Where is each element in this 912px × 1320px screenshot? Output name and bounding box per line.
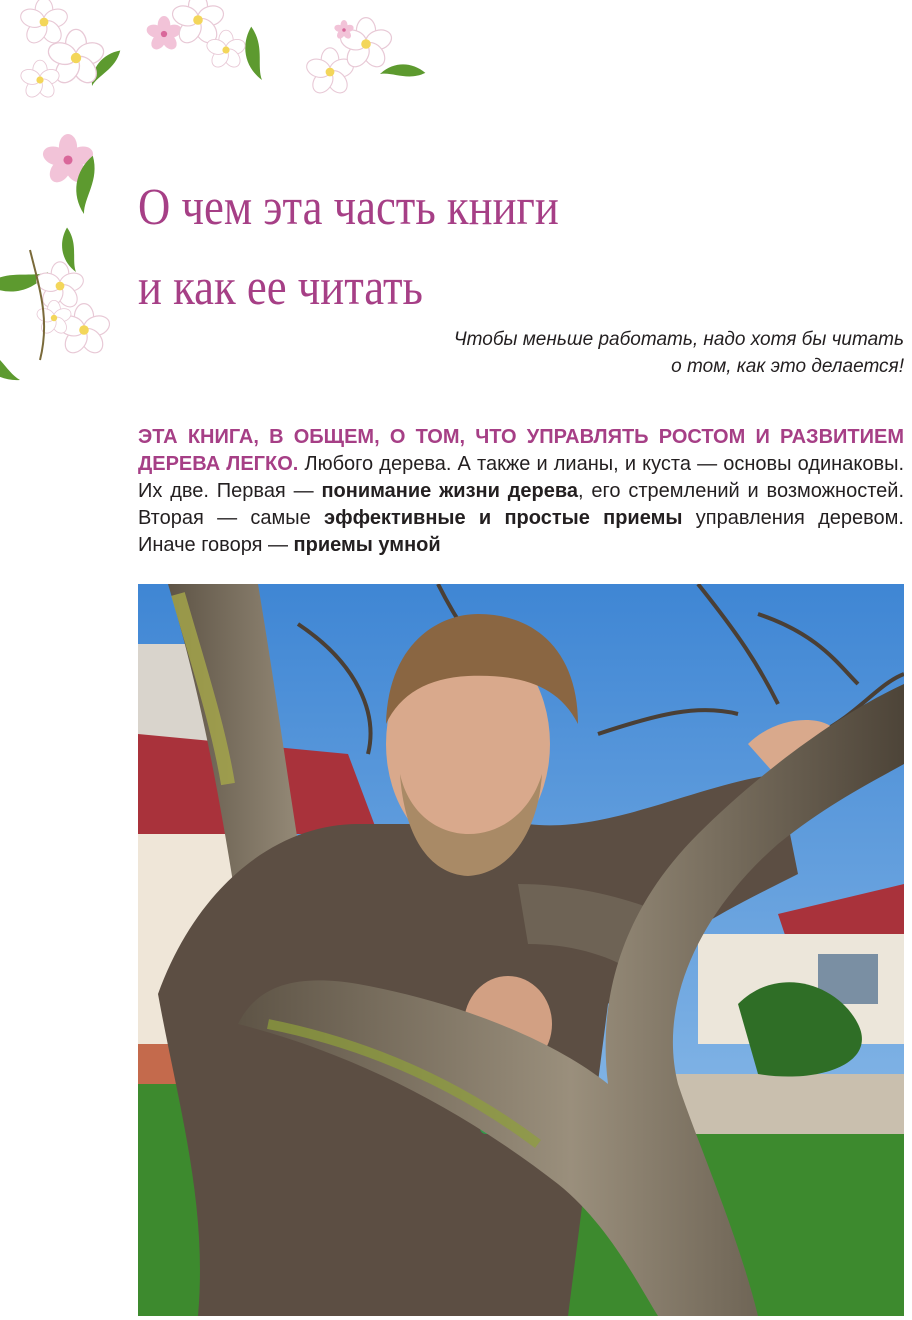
body-text-3: управления деревом. Иначе говоря — <box>138 507 904 556</box>
title-line-2: и как ее читать <box>138 259 423 316</box>
body-text-2: , его стремлений и возможностей. Вторая — самые <box>138 480 904 529</box>
body-bold-1: понимание жизни дерева <box>321 480 579 502</box>
page-title <box>138 168 809 328</box>
body-bold-3: приемы умной <box>293 534 441 556</box>
body-bold-2: эффективные и простые приемы <box>324 507 683 529</box>
title-line-1: О чем эта часть книги <box>138 179 559 236</box>
body-paragraph <box>138 424 904 559</box>
body-text-1: Любого дерева. А также и лианы, и куста — основы одинаковы. Их две. Первая — <box>138 453 904 502</box>
author-photo <box>138 584 904 1316</box>
epigraph: Чтобы меньше работать, надо хотя бы читать о том, как это делается! <box>453 329 904 377</box>
lead-text: ЭТА КНИГА, В ОБЩЕМ, О ТОМ, ЧТО УПРАВЛЯТЬ РОСТОМ И РАЗВИТИЕМ ДЕРЕВА ЛЕГКО. <box>138 426 904 475</box>
